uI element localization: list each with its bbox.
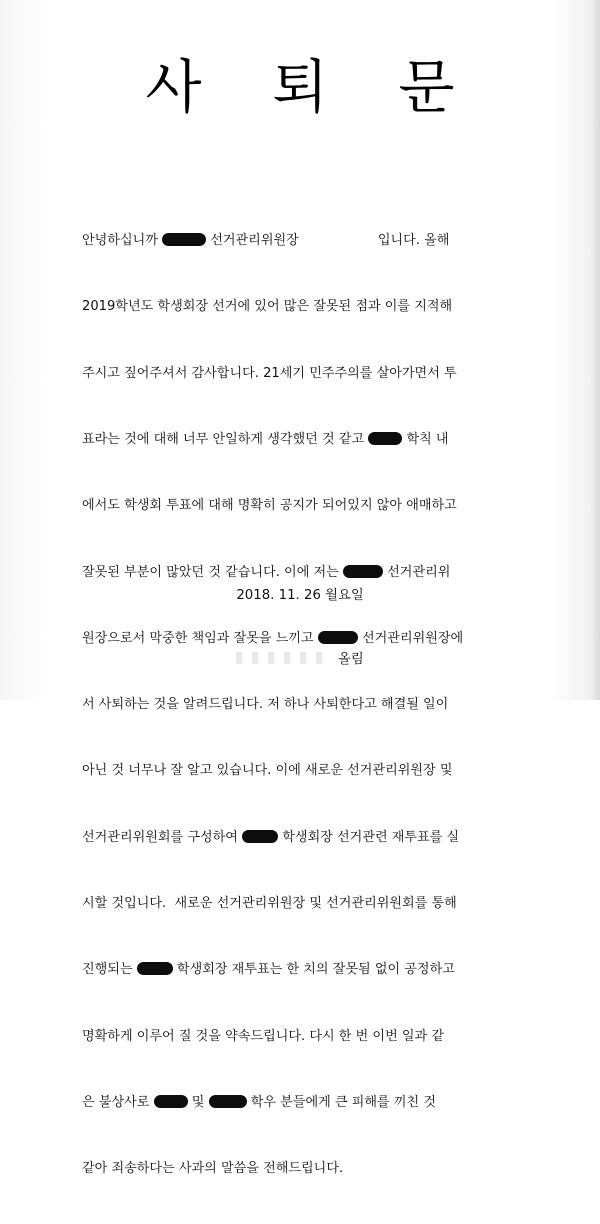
document-date: 2018. 11. 26 월요일: [236, 588, 364, 603]
body-line-9: [82, 760, 534, 782]
body-line-3: [82, 363, 534, 385]
body-line-14: [82, 1092, 534, 1114]
body-line-11: [82, 893, 534, 915]
body-line-1: [82, 230, 534, 252]
body-text: 선거관리위원장에: [357, 630, 464, 646]
body-text: 선거관리위원장 입니다. 올해: [206, 233, 450, 249]
body-text: 표라는 것에 대해 너무 안일하게 생각했던 것 같고: [82, 432, 369, 448]
body-line-10: [82, 827, 534, 849]
signature-block: [236, 648, 364, 667]
body-text: 에서도 학생회 투표에 대해 명확히 공지가 되어있지 않아 애매하고: [82, 498, 457, 514]
signature-text: 올림: [338, 652, 364, 667]
redaction-mark: [343, 565, 383, 578]
redaction-mark: [209, 1095, 247, 1108]
body-text: 학생회장 재투표는 한 치의 잘못됨 없이 공정하고: [172, 962, 455, 978]
body-line-6: [82, 562, 534, 584]
document-body: [82, 186, 534, 1224]
body-text: 및: [187, 1094, 209, 1110]
redaction-mark: [162, 233, 206, 246]
body-line-13: [82, 1026, 534, 1048]
body-line-5: [82, 495, 534, 517]
body-text: 진행되는: [82, 962, 137, 978]
body-line-8: [82, 694, 534, 716]
redaction-mark: [242, 830, 278, 843]
redaction-mark: [154, 1095, 188, 1108]
redaction-mark: [318, 631, 358, 644]
body-text: 학생회장 선거관련 재투표를 실: [278, 829, 460, 845]
redaction-mark: [368, 432, 402, 445]
body-text: 서 사퇴하는 것을 알려드립니다. 저 하나 사퇴한다고 해결될 일이: [82, 697, 449, 713]
body-text: 명확하게 이루어 질 것을 약속드립니다. 다시 한 번 이번 일과 같: [82, 1028, 444, 1044]
body-text: 같아 죄송하다는 사과의 말씀을 전해드립니다.: [82, 1161, 344, 1177]
blurred-signature-name: [236, 652, 332, 664]
body-text: 학칙 내: [402, 432, 449, 448]
body-text: 2019학년도 학생회장 선거에 있어 많은 잘못된 점과 이를 지적해: [82, 299, 453, 315]
body-text: 안녕하십니까: [82, 233, 163, 249]
body-text: 주시고 짚어주셔서 감사합니다. 21세기 민주주의를 살아가면서 투: [82, 365, 457, 381]
body-text: 선거관리위: [382, 564, 451, 580]
body-text: 시할 것입니다. 새로운 선거관리위원장 및 선거관리위원회를 통해: [82, 896, 457, 911]
redaction-mark: [137, 962, 173, 975]
document-title: 사 퇴 문: [145, 53, 481, 121]
body-text: 은 불상사로: [82, 1094, 154, 1110]
body-text: 아닌 것 너무나 잘 알고 있습니다. 이에 새로운 선거관리위원장 및: [82, 763, 453, 779]
body-text: 선거관리위원회를 구성하여: [82, 829, 243, 845]
body-line-4: [82, 429, 534, 451]
body-line-7: [82, 628, 534, 650]
body-text: 잘못된 부분이 많았던 것 같습니다. 이에 저는: [82, 564, 343, 580]
body-line-2: [82, 296, 534, 318]
body-line-15: [82, 1158, 534, 1180]
body-text: 원장으로서 막중한 책임과 잘못을 느끼고: [82, 630, 318, 646]
body-line-12: [82, 959, 534, 981]
body-text: 학우 분들에게 큰 피해를 끼친 것: [246, 1094, 436, 1110]
